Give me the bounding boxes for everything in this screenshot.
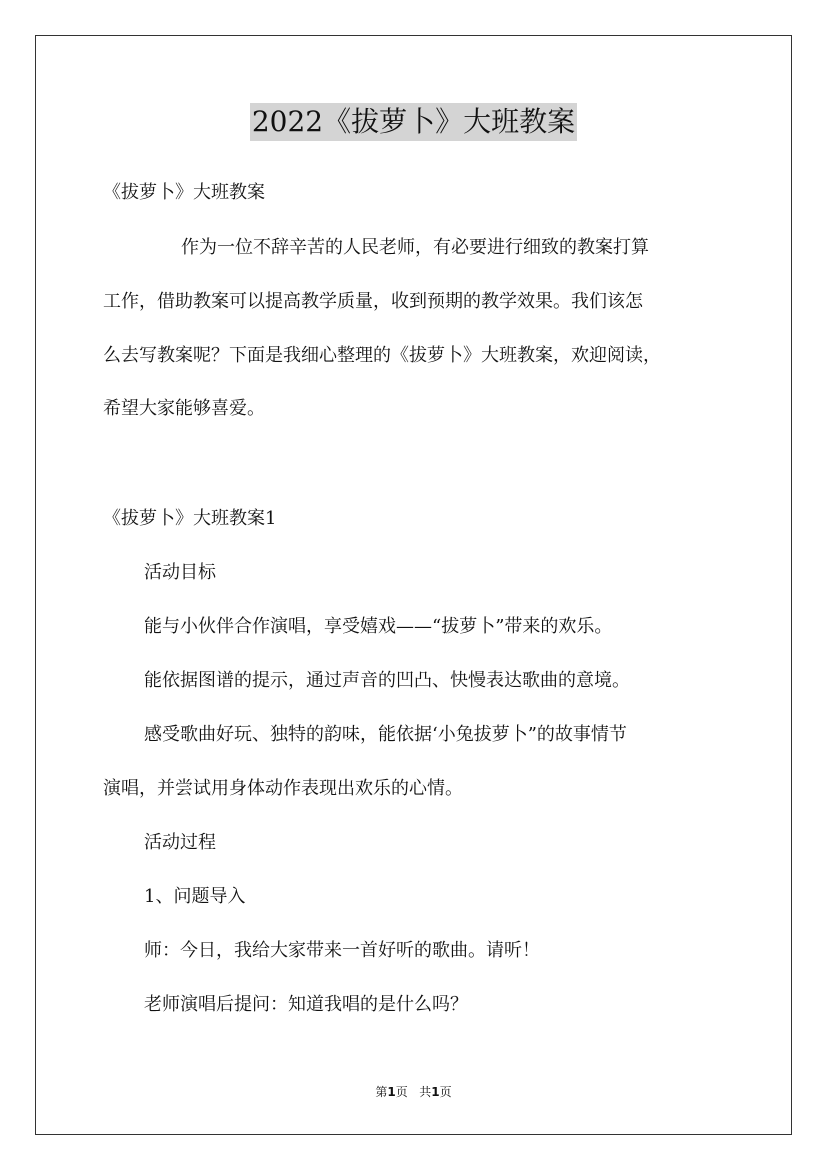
goal-line-2: 能依据图谱的提示，通过声音的凹凸、快慢表达歌曲的意境。 bbox=[144, 670, 630, 691]
document-title: 2022《拔萝卜》大班教案 bbox=[250, 103, 577, 141]
goal-line-1: 能与小伙伴合作演唱，享受嬉戏——“拔萝卜”带来的欢乐。 bbox=[144, 616, 613, 637]
goal-heading: 活动目标 bbox=[144, 562, 216, 583]
page-footer bbox=[0, 1084, 827, 1100]
intro-line-1: 作为一位不辞辛苦的人民老师，有必要进行细致的教案打算 bbox=[181, 237, 649, 258]
footer-page-total: 1 bbox=[431, 1085, 440, 1099]
intro-line-3: 么去写教案呢？下面是我细心整理的《拔萝卜》大班教案，欢迎阅读， bbox=[103, 345, 661, 366]
footer-page-number: 1 bbox=[387, 1085, 396, 1099]
footer-page-prefix: 第 bbox=[375, 1085, 388, 1099]
step1-heading: 1、问题导入 bbox=[144, 886, 246, 907]
subtitle: 《拔萝卜》大班教案 bbox=[103, 182, 265, 203]
goal-line-4: 演唱，并尝试用身体动作表现出欢乐的心情。 bbox=[103, 778, 463, 799]
title-container bbox=[0, 103, 827, 141]
intro-line-2: 工作，借助教案可以提高教学质量，收到预期的教学效果。我们该怎 bbox=[103, 291, 643, 312]
step1-line-2: 老师演唱后提问：知道我唱的是什么吗？ bbox=[144, 994, 468, 1015]
footer-page-mid: 页 共 bbox=[395, 1085, 432, 1099]
section-heading: 《拔萝卜》大班教案1 bbox=[103, 508, 277, 529]
footer-page-suffix: 页 bbox=[439, 1085, 452, 1099]
process-heading: 活动过程 bbox=[144, 832, 216, 853]
intro-line-4: 希望大家能够喜爱。 bbox=[103, 398, 265, 419]
step1-line-1: 师：今日，我给大家带来一首好听的歌曲。请听！ bbox=[144, 940, 540, 961]
goal-line-3: 感受歌曲好玩、独特的韵味，能依据‘小兔拔萝卜”的故事情节 bbox=[144, 724, 627, 745]
